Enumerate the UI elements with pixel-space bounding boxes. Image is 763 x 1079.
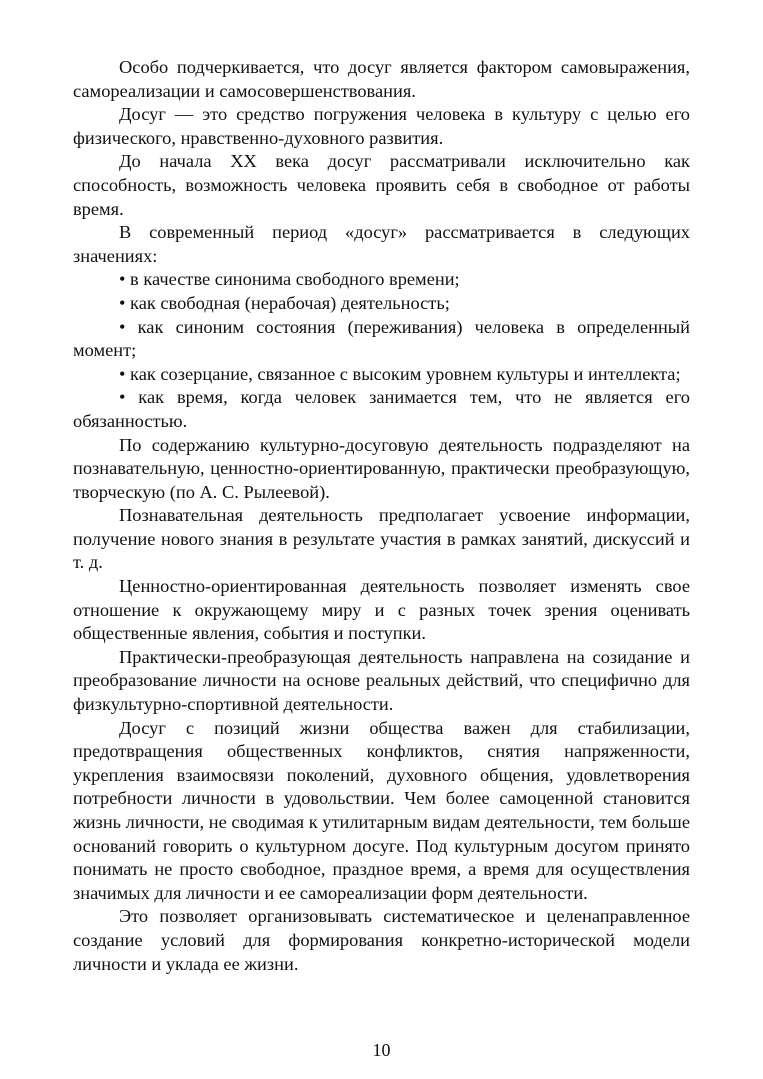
page-body [73,56,690,976]
paragraph-value-oriented-activity: Ценностно-ориентированная деятельность позволяет изменять свое отношение к окружающему миру и с разных точек зрения оценивать общественные явления, события и поступки. [73,576,690,644]
paragraph-activity-types: По содержанию культурно-досуговую деятельность подразделяют на познавательную, ценностно-ориентированную, практически преобразующую, творческую (по А. С. Рылеевой). [73,434,690,502]
bullet-state-synonym: • как синоним состояния (переживания) человека в определенный момент; [73,316,690,361]
bullet-non-duty-time: • как время, когда человек занимается тем, что не является его обязанностью. [73,387,690,431]
bullet-contemplation: • как созерцание, связанное с высоким уровнем культуры и интеллекта; [119,363,681,384]
paragraph-leisure-culture-immersion: Досуг — это средство погружения человека в культуру с целью его физического, нравственно-духовного развития. [73,104,690,148]
bullet-non-work-activity: • как свободная (нерабочая) деятельность; [119,292,450,313]
paragraph-modern-meanings-intro: В современный период «досуг» рассматривается в следующих значениях: [73,222,690,266]
paragraph-systematic-creation: Это позволяет организовывать систематическое и целенаправленное создание условий для формирования конкретно-исторической модели личности и уклада ее жизни. [73,906,690,974]
paragraph-leisure-self-expression: Особо подчеркивается, что досуг является фактором самовыражения, самореализации и самосовершенствования. [73,57,690,101]
paragraph-cognitive-activity: Познавательная деятельность предполагает усвоение информации, получение нового знания в результате участия в рамках занятий, дискуссий и т. д. [73,505,690,573]
paragraph-society-leisure: Досуг с позиций жизни общества важен для стабилизации, предотвращения общественных конфликтов, снятия напряженности, укрепления взаимосвязи поколений, духовного общения, удовлетворения потребности личности в удовольствии. Чем более самоценной становится жизнь личности, не сводимая к утилитарным видам деятельности, тем больше оснований говорить о культурном досуге. Под культурным досугом принято понимать не просто свободное, праздное время, а время для осуществления значимых для личности и ее самореализации форм деятельности. [73,717,690,903]
bullet-free-time-synonym: • в качестве синонима свободного времени; [119,269,460,290]
page-number: 10 [372,1040,391,1060]
paragraph-practical-transforming-activity: Практически-преобразующая деятельность направлена на созидание и преобразование личности на основе реальных действий, что специфично для физкультурно-спортивной деятельности. [73,646,690,715]
paragraph-leisure-before-20th-century: До начала XX века досуг рассматривали исключительно как способность, возможность человека проявить себя в свободное от работы время. [73,151,690,219]
